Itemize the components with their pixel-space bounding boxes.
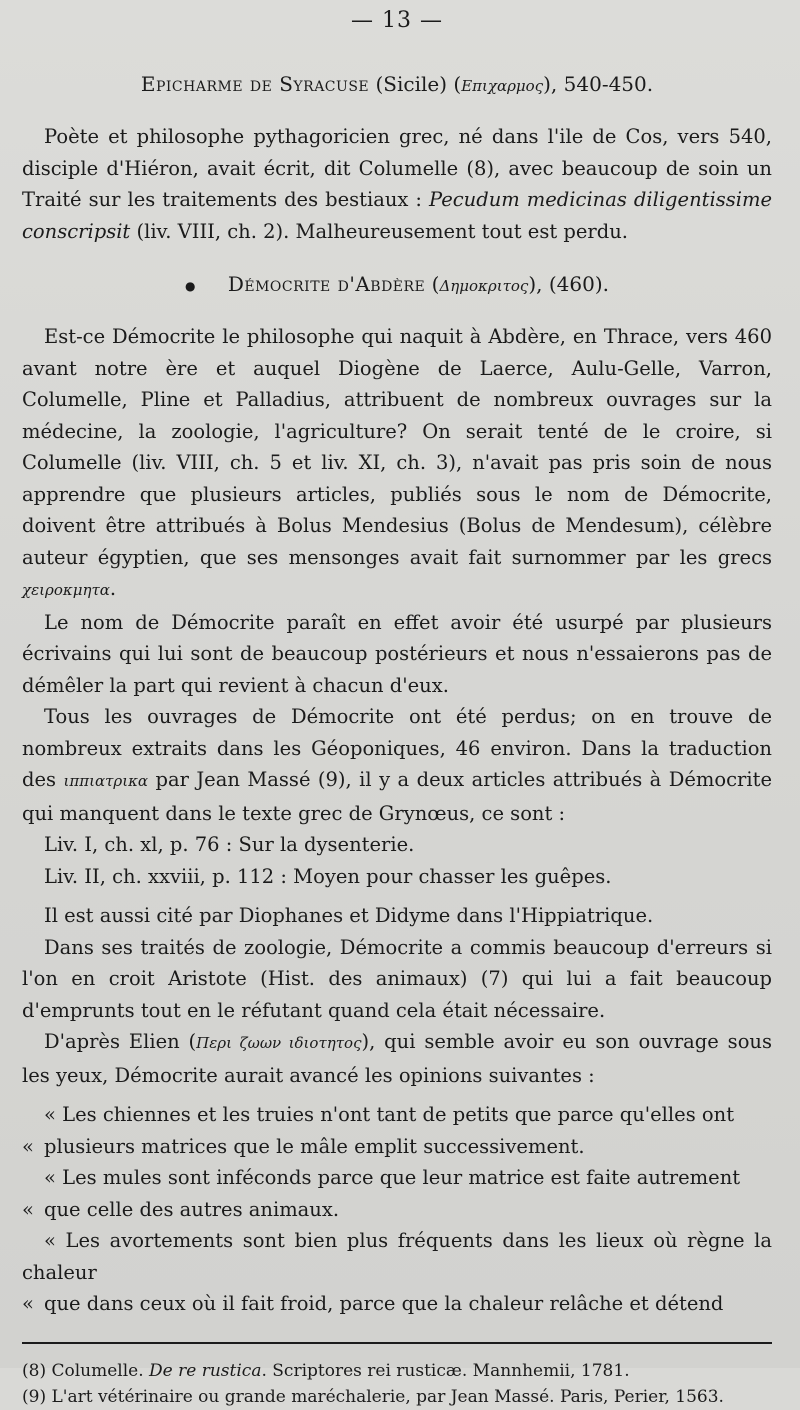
greek-word: Δημοκριτος bbox=[439, 277, 529, 295]
page-number: — 13 — bbox=[351, 8, 443, 33]
footnote-9: (9) L'art vétérinaire ou grande maréchalerie, par Jean Massé. Paris, Perier, 1563. bbox=[22, 1386, 724, 1407]
quote-line: « Les chiennes et les truies n'ont tant de petits que parce qu'elles ont bbox=[44, 1103, 735, 1126]
footnotes bbox=[22, 1358, 772, 1410]
paragraph-democrite-5: Dans ses traités de zoologie, Démocrite a commis beaucoup d'erreurs si l'on en croit Aristote (Hist. des animaux) (7) qui lui a fait beaucoup d'emprunts tout en le réfutant quand cela était nécessaire. bbox=[22, 935, 772, 1022]
quote-line: « que celle des autres animaux. bbox=[22, 1197, 340, 1221]
footnote-8: (8) Columelle. De re rustica. Scriptores rei rusticæ. Mannhemii, 1781. bbox=[22, 1360, 630, 1381]
quotation-block bbox=[22, 1099, 772, 1320]
paragraph-democrite-4: Il est aussi cité par Diophanes et Didyme dans l'Hippiatrique. bbox=[44, 904, 654, 927]
quote-line: « Les avortements sont bien plus fréquents dans les lieux où règne la chaleur bbox=[22, 1229, 772, 1284]
paragraph-democrite-3: Tous les ouvrages de Démocrite ont été perdus; on en trouve de nombreux extraits dans les Géoponiques, 46 environ. Dans la traduction des ιππιατρικα par Jean Massé (9), il y a deux articles attribués à Démocrite qui manquent dans le texte grec de Grynœus, ce sont : bbox=[22, 705, 772, 825]
section-heading-democrite: ● Démocrite d'Abdère (Δημοκριτος), (460). bbox=[22, 269, 772, 301]
heading-name: Epicharme de Syracuse bbox=[140, 72, 370, 96]
reference-line-1: Liv. I, ch. xl, p. 76 : Sur la dysenterie. bbox=[44, 833, 415, 856]
paragraph-democrite-1: Est-ce Démocrite le philosophe qui naquit à Abdère, en Thrace, vers 460 avant notre ère et auquel Diogène de Laerce, Aulu-Gelle, Varron, Columelle, Pline et Palladius, attribuent de nombreux ouvrages sur la médecine, la zoologie, l'agriculture? On serait tenté de le croire, si Columelle (liv. VIII, ch. 5 et liv. XI, ch. 3), n'avait pas pris soin de nous apprendre que plusieurs articles, publiés sous le nom de Démocrite, doivent être attribués à Bolus Mendesius (Bolus de Mendesum), célèbre auteur égyptien, que ses mensonges avait fait surnommer par les grecs χειροκμητα. bbox=[22, 325, 772, 600]
paragraph-democrite-6: D'après Elien (Περι ζωων ιδιοτητος), qui semble avoir eu son ouvrage sous les yeux, Démocrite aurait avancé les opinions suivantes : bbox=[22, 1030, 772, 1087]
paragraph-epicharme: Poète et philosophe pythagoricien grec, né dans l'ile de Cos, vers 540, disciple d'Hiéron, avait écrit, dit Columelle (8), avec beaucoup de soin un Traité sur les traitements des bestiaux : Pecudum medicinas diligentissime conscripsit (liv. VIII, ch. 2). Malheureusement tout est perdu. bbox=[22, 125, 772, 243]
section-heading-epicharme: Epicharme de Syracuse (Sicile) (Επιχαρμος), 540-450. bbox=[140, 72, 654, 96]
quote-line: « Les mules sont inféconds parce que leur matrice est faite autrement bbox=[44, 1166, 741, 1189]
greek-word: Επιχαρμος bbox=[461, 77, 544, 95]
footnote-divider bbox=[22, 1342, 772, 1344]
reference-line-2: Liv. II, ch. xxviii, p. 112 : Moyen pour chasser les guêpes. bbox=[44, 864, 612, 888]
paragraph-democrite-2: Le nom de Démocrite paraît en effet avoir été usurpé par plusieurs écrivains qui lui sont de beaucoup postérieurs et nous n'essaierons pas de démêler la part qui revient à chacun d'eux. bbox=[22, 610, 772, 697]
quote-line: « plusieurs matrices que le mâle emplit successivement. bbox=[22, 1134, 585, 1158]
heading-name: Démocrite d'Abdère bbox=[227, 272, 426, 296]
quote-line: « que dans ceux où il fait froid, parce que la chaleur relâche et détend bbox=[22, 1292, 724, 1315]
